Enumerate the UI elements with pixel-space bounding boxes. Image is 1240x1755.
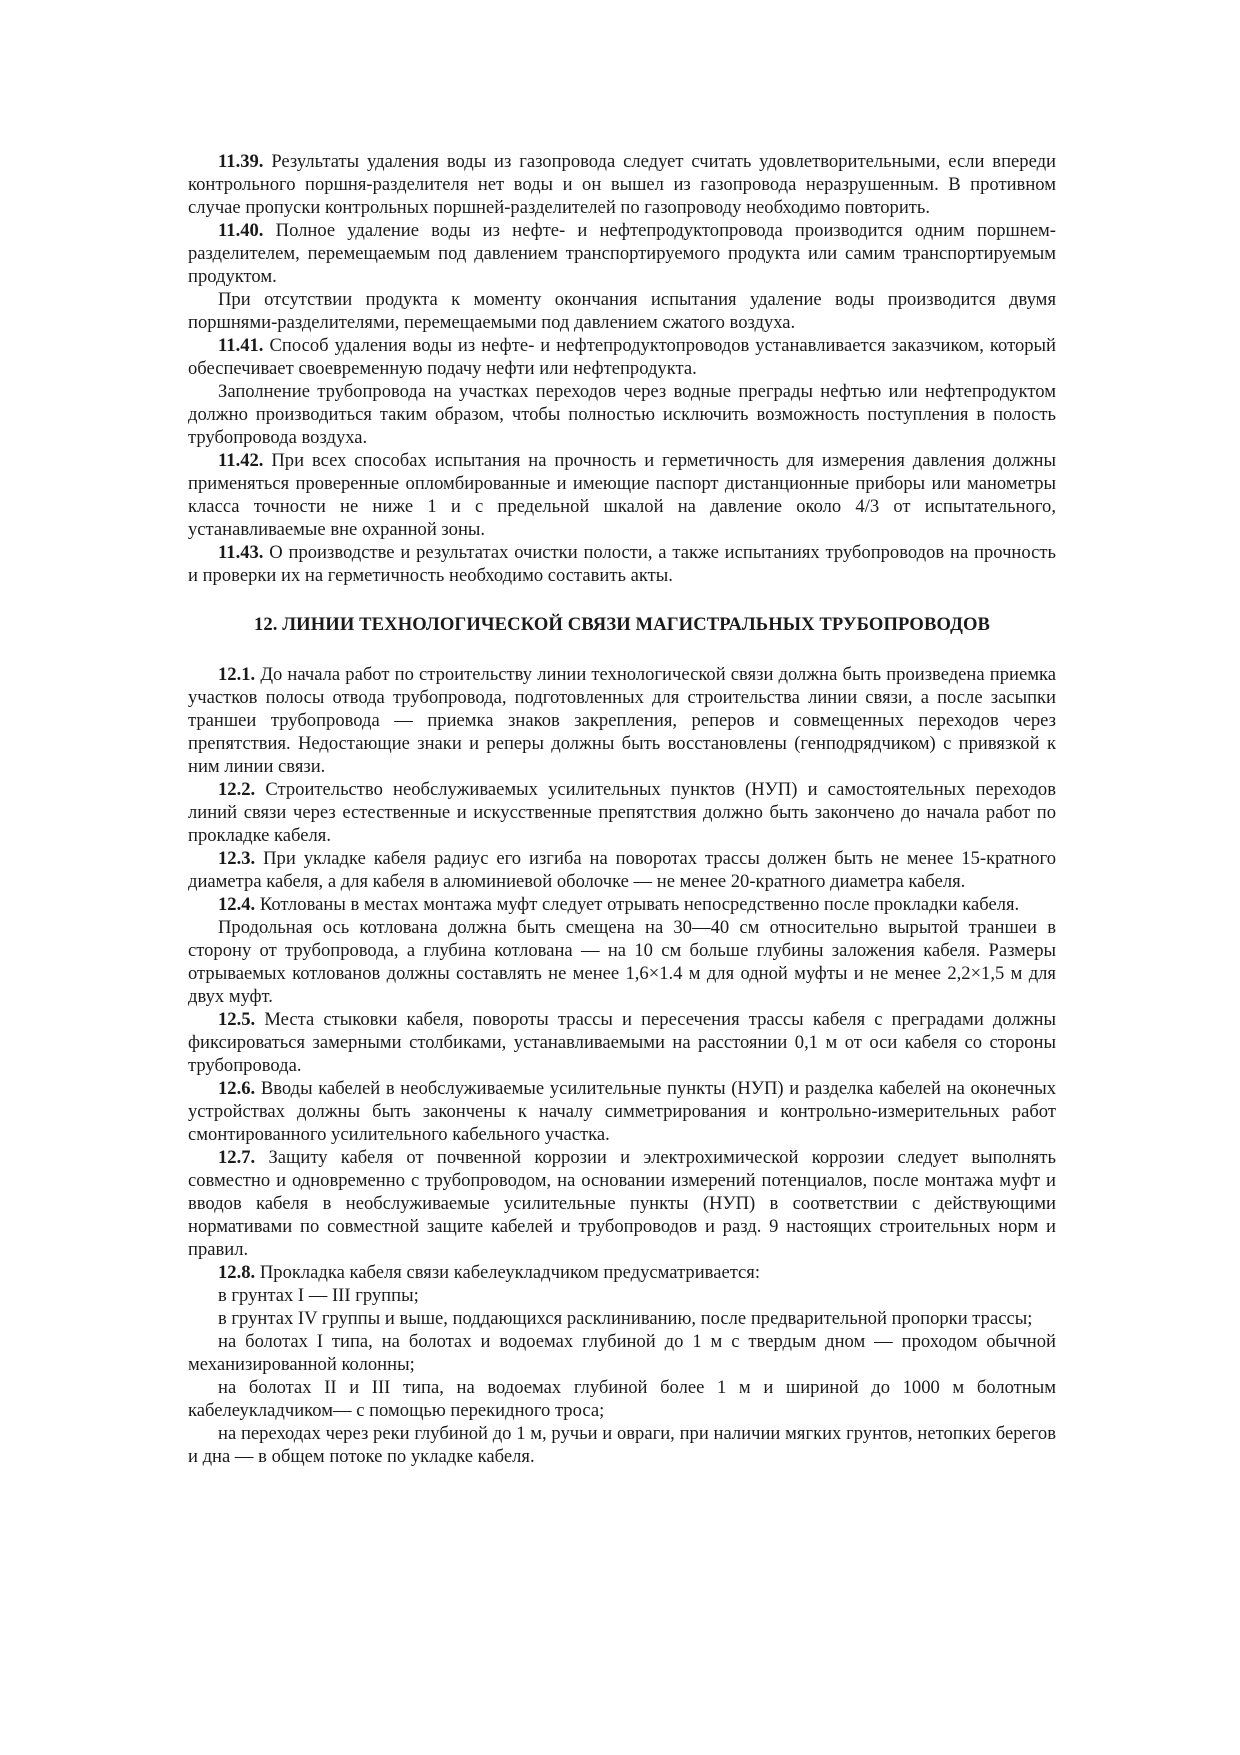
clause-number: 11.42. [218,450,264,471]
paragraph [188,334,1056,380]
paragraph [188,663,1056,778]
paragraph-text: Защиту кабеля от почвенной коррозии и электрохимической коррозии следует выполнять совместно и одновременно с трубопроводом, на основании измерений потенциалов, после монтажа муфт и вводов кабеля в необслуживаемые усилительные пункты (НУП) в соответствии с действующими нормативами по совместной защите кабелей и трубопроводов и разд. 9 настоящих строительных норм и правил. [188,1147,1056,1260]
paragraph-text: Продольная ось котлована должна быть смещена на 30—40 см относительно вырытой траншеи в сторону от трубопровода, а глубина котлована — на 10 см больше глубины заложения кабеля. Размеры отрываемых котлованов должны составлять не менее 1,6×1.4 м для одной муфты и не менее 2,2×1,5 м для двух муфт. [188,917,1056,1007]
clause-number: 12.5. [218,1009,256,1030]
clause-number: 11.40. [218,220,264,241]
paragraph-text: Заполнение трубопровода на участках переходов через водные преграды нефтью или нефтепродуктом должно производиться таким образом, чтобы полностью исключить возможность поступления в полость трубопровода воздуха. [188,381,1056,448]
section-12-body [188,663,1056,1468]
paragraph-text: на переходах через реки глубиной до 1 м, ручьи и овраги, при наличии мягких грунтов, нетопких берегов и дна — в общем потоке по укладке кабеля. [188,1423,1056,1467]
paragraph-text: Места стыковки кабеля, повороты трассы и пересечения трассы кабеля с преградами должны фиксироваться замерными столбиками, устанавливаемыми на расстоянии 0,1 м от оси кабеля со стороны трубопровода. [188,1009,1056,1076]
paragraph [188,288,1056,334]
clause-number: 11.39. [218,151,264,172]
clause-number: 12.4. [218,894,256,915]
paragraph [188,778,1056,847]
clause-number: 12.6. [218,1078,256,1099]
paragraph [188,1077,1056,1146]
paragraph [188,380,1056,449]
paragraph-text: Способ удаления воды из нефте- и нефтепродуктопроводов устанавливается заказчиком, который обеспечивает своевременную подачу нефти или нефтепродукта. [188,335,1056,379]
document-page [188,150,1056,1468]
paragraph-text: При укладке кабеля радиус его изгиба на поворотах трассы должен быть не менее 15-кратного диаметра кабеля, а для кабеля в алюминиевой оболочке — не менее 20-кратного диаметра кабеля. [188,848,1057,892]
paragraph [188,1376,1056,1422]
paragraph [188,893,1056,916]
paragraph-text: При всех способах испытания на прочность и герметичность для измерения давления должны применяться проверенные опломбированные и имеющие паспорт дистанционные приборы или манометры класса точности не ниже 1 и с предельной шкалой на давление около 4/3 от испытательного, устанавливаемые вне охранной зоны. [188,450,1057,540]
section-12-heading: 12. ЛИНИИ ТЕХНОЛОГИЧЕСКОЙ СВЯЗИ МАГИСТРАЛЬНЫХ ТРУБОПРОВОДОВ [253,614,991,635]
paragraph [188,916,1056,1008]
paragraph-text: Полное удаление воды из нефте- и нефтепродуктопровода производится одним поршнем-разделителем, перемещаемым под давлением транспортируемого продукта или самим транспортируемым продуктом. [188,220,1056,287]
paragraph [188,1307,1056,1330]
paragraph-text: О производстве и результатах очистки полости, а также испытаниях трубопроводов на прочность и проверки их на герметичность необходимо составить акты. [188,542,1056,586]
paragraph-text: До начала работ по строительству линии технологической связи должна быть произведена приемка участков полосы отвода трубопровода, подготовленных для строительства линии связи, а после засыпки траншеи трубопровода — приемка знаков закрепления, реперов и совмещенных переходов через препятствия. Недостающие знаки и реперы должны быть восстановлены (генподрядчиком) с привязкой к ним линии связи. [188,664,1056,777]
paragraph-text: на болотах I типа, на болотах и водоемах глубиной до 1 м с твердым дном — проходом обычной механизированной колонны; [188,1331,1056,1375]
clause-number: 11.41. [218,335,264,356]
clause-number: 12.1. [218,664,256,685]
paragraph-text: Котлованы в местах монтажа муфт следует отрывать непосредственно после прокладки кабеля. [259,894,1020,915]
paragraph [188,1146,1056,1261]
paragraph [188,1284,1056,1307]
paragraph [188,541,1056,587]
clause-number: 12.8. [218,1262,256,1283]
paragraph-text: Вводы кабелей в необслуживаемые усилительные пункты (НУП) и разделка кабелей на оконечных устройствах должны быть закончены к началу симметрирования и контрольно-измерительных работ смонтированного усилительного кабельного участка. [188,1078,1056,1145]
clause-number: 12.2. [218,779,256,800]
paragraph-text: на болотах II и III типа, на водоемах глубиной более 1 м и шириной до 1000 м болотным кабелеукладчиком— с помощью перекидного троса; [188,1377,1056,1421]
paragraph-text: Строительство необслуживаемых усилительных пунктов (НУП) и самостоятельных переходов линий связи через естественные и искусственные препятствия должно быть закончено до начала работ по прокладке кабеля. [188,779,1056,846]
paragraph-text: Прокладка кабеля связи кабелеукладчиком предусматривается: [259,1262,761,1283]
clause-number: 12.7. [218,1147,256,1168]
paragraph [188,219,1056,288]
paragraph [188,1261,1056,1284]
paragraph [188,150,1056,219]
paragraph [188,449,1056,541]
paragraph-text: в грунтах IV группы и выше, поддающихся расклиниванию, после предварительной пропорки трассы; [218,1308,1033,1329]
paragraph [188,1422,1056,1468]
paragraph [188,1008,1056,1077]
paragraph-text: Результаты удаления воды из газопровода следует считать удовлетворительными, если впереди контрольного поршня-разделителя нет воды и он вышел из газопровода неразрушенным. В противном случае пропуски контрольных поршней-разделителей по газопроводу необходимо повторить. [188,151,1056,218]
paragraph-text: При отсутствии продукта к моменту окончания испытания удаление воды производится двумя поршнями-разделителями, перемещаемыми под давлением сжатого воздуха. [188,289,1056,333]
clause-number: 11.43. [218,542,264,563]
clause-number: 12.3. [218,848,256,869]
paragraph [188,847,1056,893]
paragraph-text: в грунтах I — III группы; [218,1285,419,1306]
paragraph [188,1330,1056,1376]
section-11-body [188,150,1056,587]
